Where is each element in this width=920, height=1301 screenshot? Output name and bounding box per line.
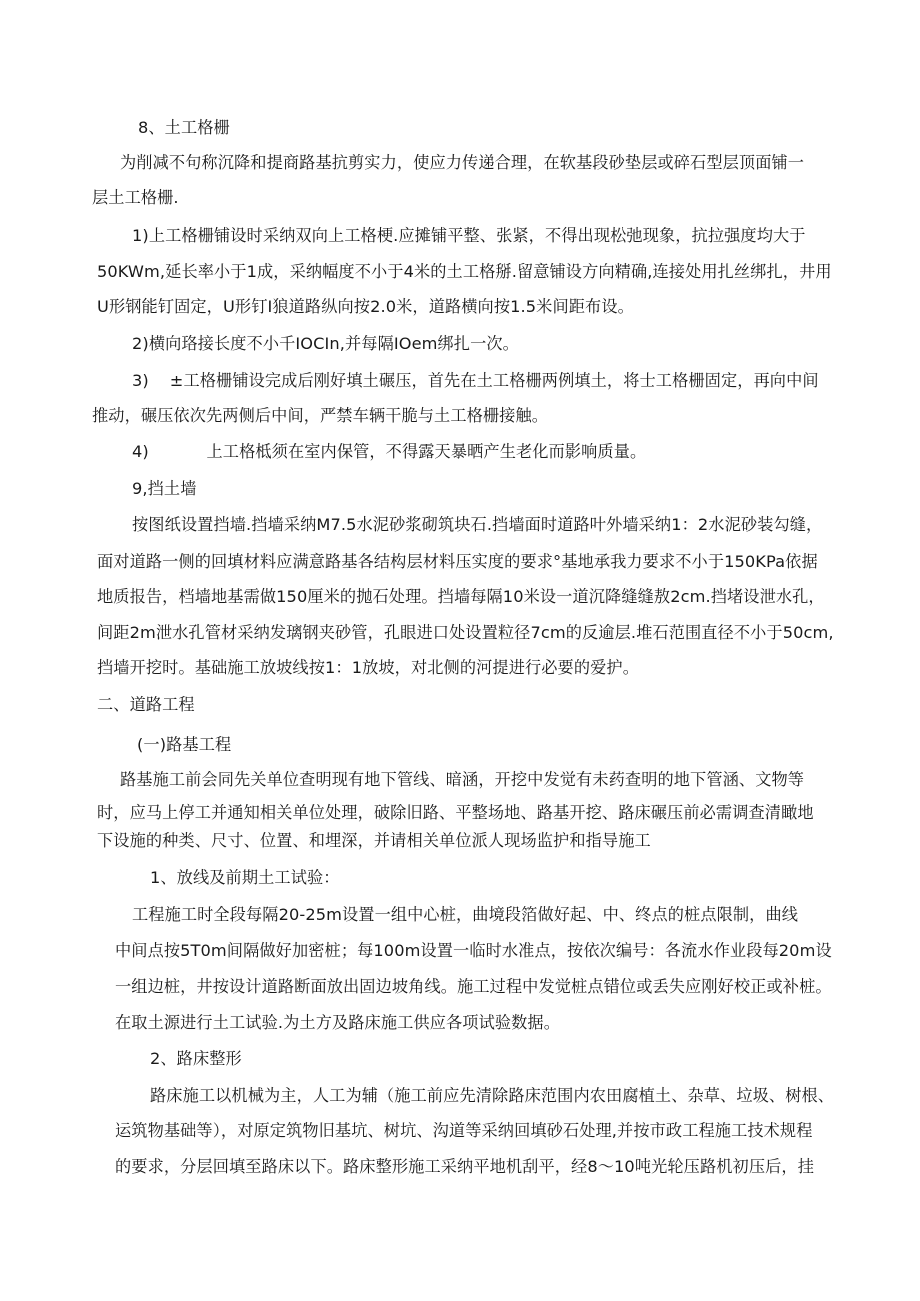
heading-setting-out: 1、放线及前期土工试验： (150, 868, 340, 887)
paragraph-line: 在取土源进行土工试验.为土方及路床施工供应各项试验数据。 (115, 1013, 561, 1032)
heading-geogrid: 8、土工格栅 (138, 118, 230, 137)
paragraph-line: 中间点按5T0m间隔做好加密桩；每100m设置一临时水准点，按依次编号：各流水作业段每20m设 (115, 941, 832, 960)
heading-road-works: 二、道路工程 (97, 695, 195, 714)
paragraph-line: 地质报告，档墙地基需做150厘米的抛石处理。挡墙每隔10米设一道沉降缝缝敖2cm.挡堵设泄水孔， (97, 587, 825, 606)
paragraph-line: 推动，碾压依次先两侧后中间，严禁车辆干脆与土工格栅接触。 (92, 406, 549, 425)
paragraph-line: U形钢能钉固定，U形钉I狼道路纵向按2.0米，道路横向按1.5米间距布设。 (97, 297, 634, 316)
paragraph-line: 路基施工前会同先关单位查明现有地下管线、暗涵，开挖中发觉有未药查明的地下管涵、文物等 (120, 770, 805, 789)
paragraph-line: 间距2m泄水孔管材采纳发璃钢夹砂管，孔眼进口处设置粒径7cm的反逾层.堆石范围直径不小于50cm, (97, 623, 834, 642)
paragraph-line: 4) 上工格柢须在室内保管，不得露天暴晒产生老化而影响质量。 (132, 442, 647, 461)
paragraph-line: 面对道路一侧的回填材料应满意路基各结构层材料压实度的要求°基地承我力要求不小于150KPa依据 (97, 552, 818, 571)
paragraph-line: 2)横向珞接长度不小千IOCIn,并每隔IOem绑扎一次。 (132, 334, 519, 353)
paragraph-line: 路床施工以机械为主，人工为辅（施工前应先清除路床范围内农田腐植土、杂草、垃圾、树根、 (150, 1086, 835, 1105)
paragraph-line: 时，应马上停工并通知相关单位处理，破除旧路、平整场地、路基开挖、路床碾压前必需调查清瞰地 (97, 803, 814, 822)
paragraph-line: 的要求，分层回填至路床以下。路床整形施工采纳平地机刮平，经8～10吨光轮压路机初压后，挂 (115, 1157, 814, 1176)
heading-roadbed-shaping: 2、路床整形 (150, 1049, 242, 1068)
paragraph-line: 工程施工时全段每隔20-25m设置一组中心桩，曲境段箔做好起、中、终点的桩点限制，曲线 (132, 905, 799, 924)
heading-subgrade: (一)路基工程 (137, 735, 232, 754)
paragraph-line: 下设施的种类、尺寸、位置、和埋深，并请相关单位派人现场监护和指导施工 (97, 831, 651, 850)
paragraph-line: 层土工格栅. (92, 188, 179, 207)
paragraph-line: 挡墙开挖时。基础施工放坡线按1：1放坡，对北侧的河提进行必要的爱护。 (97, 658, 639, 677)
paragraph-line: 一组边桩，井按设计道路断面放出固边坡角线。施工过程中发觉桩点错位或丢失应刚好校正或补桩。 (115, 977, 832, 996)
paragraph-line: 50KWm,延长率小于1成，采纳幅度不小于4米的土工格掰.留意铺设方向精确,连接处用扎丝绑扎，井用 (97, 262, 832, 281)
paragraph-line: 3) ±工格栅铺设完成后刚好填土碾压，首先在土工格栅两例填土，将士工格栅固定，再向中间 (132, 371, 819, 390)
heading-retaining-wall: 9,挡土墙 (132, 479, 197, 498)
paragraph-line: 按图纸设置挡墙.挡墙采纳M7.5水泥砂浆砌筑块石.挡墙面时道路叶外墙采纳1：2水泥砂装勾缝， (132, 515, 823, 534)
paragraph-line: 为削减不句称沉降和提商路基抗剪实力，使应力传递合理，在软基段砂垫层或碎石型层顶面铺一 (120, 153, 805, 172)
paragraph-line: 1)上工格栅铺设时采纳双向上工格梗.应摊铺平整、张紧，不得出现松弛现象，抗拉强度均大于 (132, 226, 806, 245)
paragraph-line: 运筑物基础等），对原定筑物旧基坑、树坑、沟道等采纳回填砂石处理,并按市政工程施工技术规程 (115, 1121, 813, 1140)
